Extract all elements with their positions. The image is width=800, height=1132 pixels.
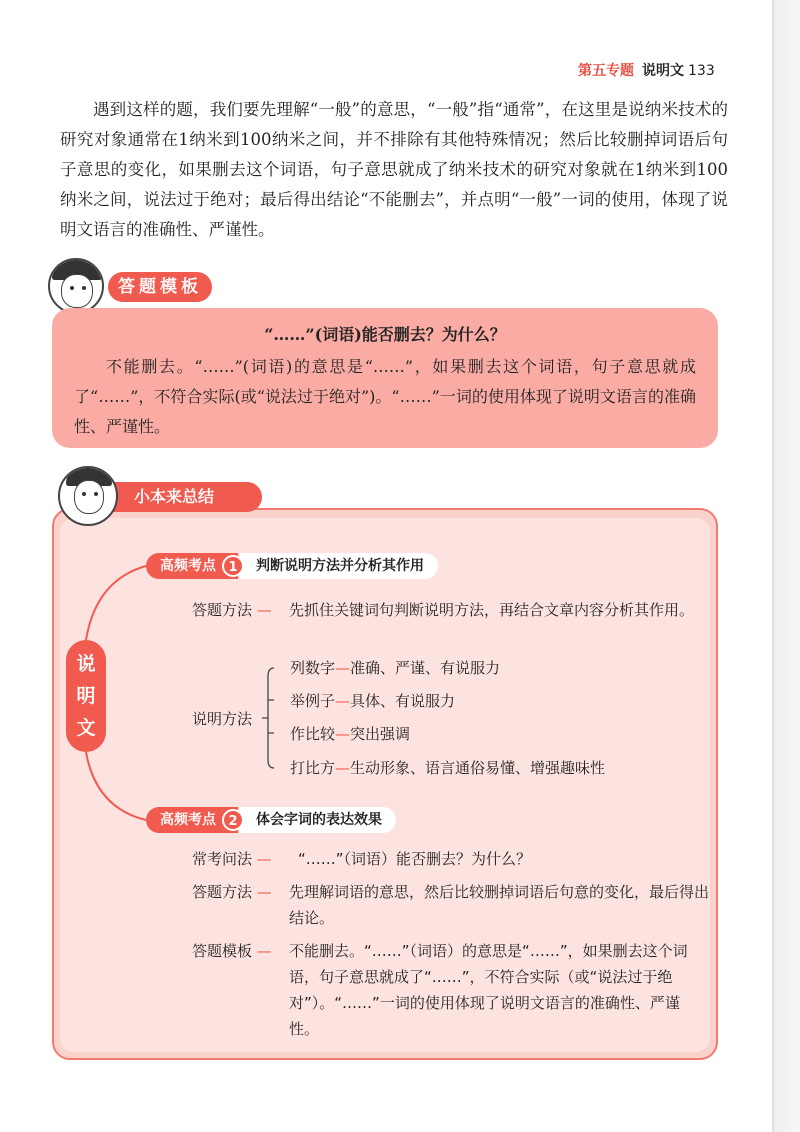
core-char-1: 说 bbox=[76, 653, 96, 675]
point1-title: 判断说明方法并分析其作用 bbox=[240, 553, 438, 579]
p2-answer-method-label: 答题方法 — bbox=[192, 883, 272, 901]
p1-answer-method-text: 先抓住关键词句判断说明方法，再结合文章内容分析其作用。 bbox=[289, 601, 695, 619]
core-topic-badge bbox=[66, 640, 106, 752]
method-row: 打比方—生动形象、语言通俗易懂、增强趣味性 bbox=[290, 759, 606, 777]
p2-answer-template-text: 不能删去。“……”（词语）的意思是“……”，如果删去这个词语，句子意思就成了“……”，不符合实际（或“说法过于绝对”）。“……”一词的使用体现了说明文语言的准确性、严谨性。 bbox=[289, 942, 688, 1038]
answer-template-title: 答题模板 bbox=[108, 272, 212, 302]
point2-label: 高频考点 bbox=[146, 807, 238, 833]
p1-methods-label: 说明方法 bbox=[192, 710, 253, 728]
point1-number: 1 bbox=[222, 555, 244, 577]
template-answer: 不能删去。“……”(词语)的意思是“……”，如果删去这个词语，句子意思就成了“……”，不符合实际(或“说法过于绝对”)。“……”一词的使用体现了说明文语言的准确性、严谨性。 bbox=[74, 357, 696, 436]
point2-badge bbox=[146, 807, 396, 833]
p1-answer-method-label: 答题方法 — bbox=[192, 601, 272, 619]
p2-common-question-label: 常考问法 — bbox=[192, 850, 272, 868]
point2-number: 2 bbox=[222, 809, 244, 831]
p2-answer-method-text: 先理解词语的意思，然后比较删掉词语后句意的变化，最后得出结论。 bbox=[289, 883, 710, 927]
p2-common-question-text: “……”（词语）能否删去？为什么？ bbox=[298, 850, 532, 868]
method-row: 作比较—突出强调 bbox=[290, 725, 411, 743]
section-title: 第五专题 bbox=[578, 63, 634, 79]
page-number: 133 bbox=[688, 63, 715, 79]
method-row: 举例子—具体、有说服力 bbox=[290, 692, 456, 710]
summary-title: 小本来总结 bbox=[112, 482, 262, 512]
intro-paragraph: 遇到这样的题，我们要先理解“一般”的意思，“一般”指“通常”，在这里是说纳米技术的研究对象通常在1纳米到100纳米之间，并不排除有其他特殊情况；然后比较删掉词语后句子意思的变化，如果删去这个词语，句子意思就成了纳米技术的研究对象就在1纳米到100纳米之间，说法过于绝对；最后得出结论“不能删去”，并点明“一般”一词的使用，体现了说明文语言的准确性、严谨性。 bbox=[60, 100, 728, 239]
template-question: “……”(词语)能否删去？为什么？ bbox=[264, 325, 506, 344]
point1-badge bbox=[146, 553, 438, 579]
document-type: 说明文 bbox=[642, 63, 684, 79]
point2-title: 体会字词的表达效果 bbox=[240, 807, 396, 833]
core-char-3: 文 bbox=[76, 717, 96, 739]
method-row: 列数字—准确、严谨、有说服力 bbox=[290, 659, 501, 677]
point1-label: 高频考点 bbox=[146, 553, 238, 579]
core-char-2: 明 bbox=[76, 685, 96, 707]
p2-answer-template-label: 答题模板 — bbox=[192, 942, 272, 960]
